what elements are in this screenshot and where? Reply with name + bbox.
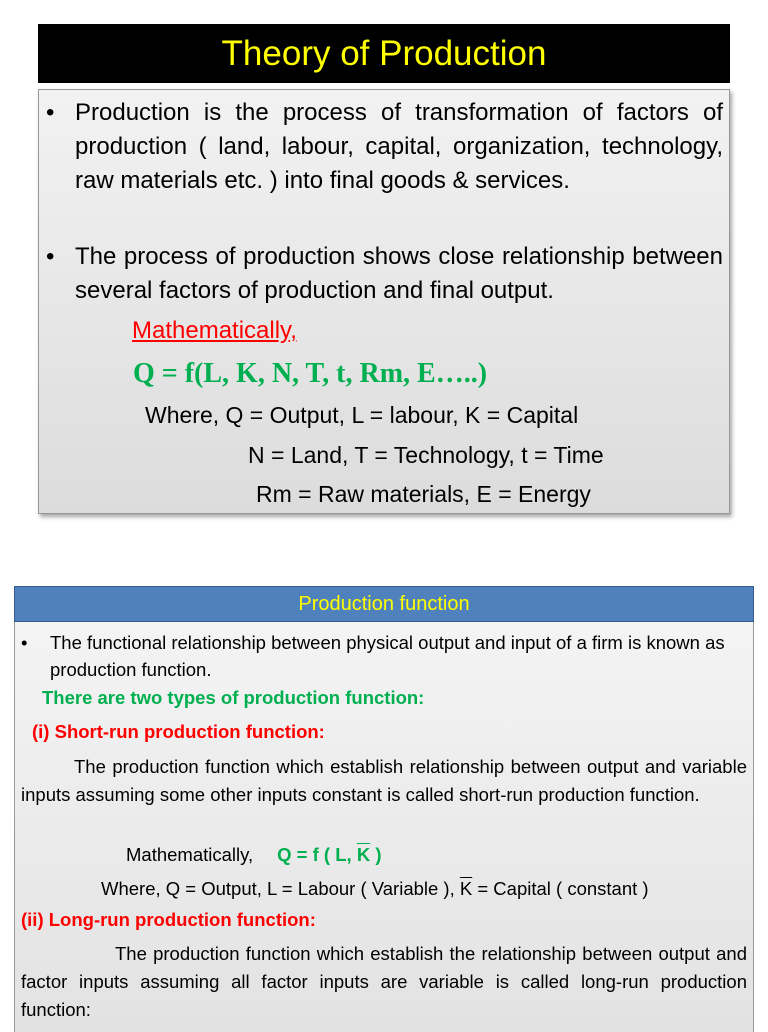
long-run-text: The production function which establish the relationship between output and factor inputs assuming all factor inputs are variable is called long-run production function: xyxy=(21,943,747,1020)
slide1-where-line-1: Where, Q = Output, L = labour, K = Capital xyxy=(145,402,579,428)
slide2-header: Production function xyxy=(14,586,754,622)
short-run-heading: (i) Short-run production function: xyxy=(32,721,325,742)
long-run-heading: (ii) Long-run production function: xyxy=(21,909,316,930)
short-run-formula-line xyxy=(126,844,382,866)
short-run-math-label: Mathematically, xyxy=(126,844,254,865)
slide1-bullet-2: • The process of production shows close relationship between several factors of production and final output. xyxy=(75,240,723,308)
slide1-title: Theory of Production xyxy=(38,24,730,83)
slide1-where-line-2: N = Land, T = Technology, t = Time xyxy=(248,442,604,468)
slide1-where-line-3: Rm = Raw materials, E = Energy xyxy=(256,481,591,507)
k-bar-where: $\overline{K}$ xyxy=(459,878,473,899)
short-run-where-line: Where, Q = Output, L = Labour ( Variable ), $\overline{K}$ = Capital ( constant ) xyxy=(101,878,649,899)
slide1-content-box xyxy=(38,89,730,514)
slide1-formula: Q = f(L, K, N, T, t, Rm, E…..) xyxy=(133,358,488,389)
slide1-math-label: Mathematically, xyxy=(132,317,297,344)
short-run-text: The production function which establish relationship between output and variable inputs assuming some other inputs constant is called short-run production function. xyxy=(21,756,747,805)
slide1-bullet-1: • Production is the process of transformation of factors of production ( land, labour, capital, organization, technology, raw materials etc. ) into final goods & services. xyxy=(75,96,723,198)
slide2-content-box xyxy=(14,622,754,1032)
slide2-bullet: • The functional relationship between physical output and input of a firm is known as production function. xyxy=(50,629,747,683)
short-run-formula: Q = f ( L, $\overline{K}$ ) xyxy=(277,844,382,865)
types-heading: There are two types of production function: xyxy=(42,687,425,708)
k-bar: $\overline{K}$ xyxy=(356,844,371,865)
